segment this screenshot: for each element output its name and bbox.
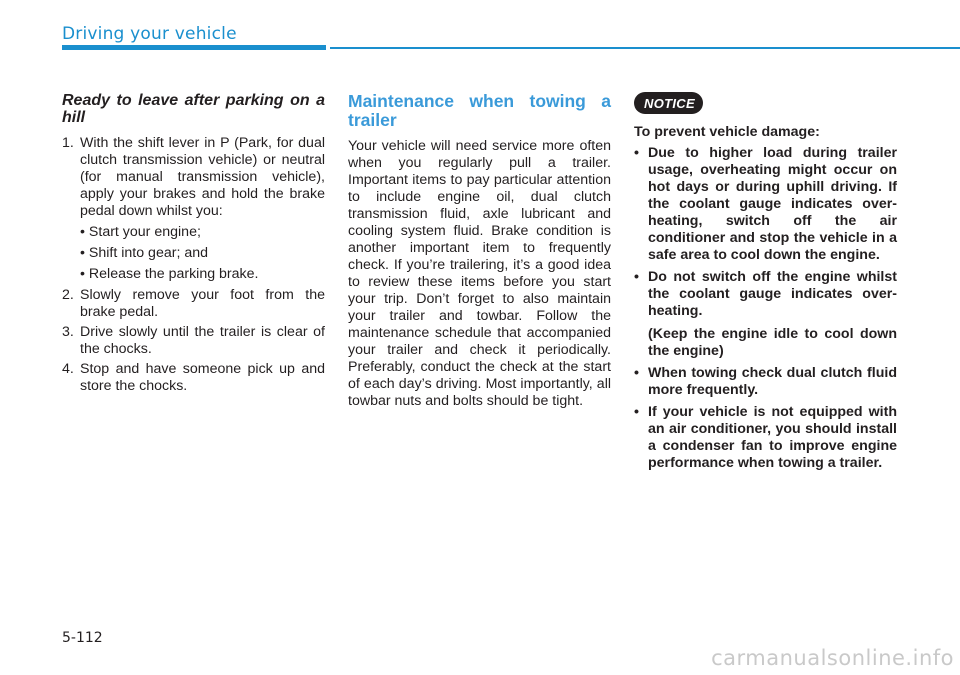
step-text: Drive slowly until the trailer is clear of the chocks. <box>80 324 325 357</box>
middle-column <box>348 92 611 410</box>
step-text: Slowly remove your foot from the brake pedal. <box>80 287 325 320</box>
notice-bullet-text: If your vehicle is not equipped with an air conditioner, you should install a condenser fan to improve engine performance when towing a trailer. <box>648 404 897 471</box>
step-text: Stop and have someone pick up and store the chocks. <box>80 361 325 394</box>
notice-badge: NOTICE <box>634 92 703 114</box>
watermark: carmanualsonline.info <box>711 646 954 670</box>
substep: • Start your engine; <box>80 224 201 240</box>
notice-bullet <box>634 365 897 399</box>
hill-steps <box>62 135 325 395</box>
notice-bullet <box>634 145 897 264</box>
step-1 <box>62 135 325 283</box>
hill-heading: Ready to leave after parking on a hill <box>62 92 325 126</box>
step-number: 4. <box>62 361 74 377</box>
bullet-dot: • <box>634 365 639 381</box>
substep: • Release the parking brake. <box>80 266 259 282</box>
substep: • Shift into gear; and <box>80 245 209 261</box>
step-2 <box>62 287 325 321</box>
maintenance-heading: Maintenance when towing a trailer <box>348 91 611 130</box>
notice-bullet-text: When towing check dual clutch fluid more frequently. <box>648 365 897 398</box>
maintenance-body: Your vehicle will need service more often when you regularly pull a trailer. Important items to pay particular attention to include engine oil, dual clutch transmission fluid, axle lubricant and cooling system fluid. Brake condition is another important item to frequently check. If you’re trailering, it’s a good idea to review these items before you start your trip. Don’t forget to also maintain your trailer and towbar. Follow the maintenance schedule that accompanied your trailer and check it periodically. Preferably, conduct the check at the start of each day’s driving. Most importantly, all towbar nuts and bolts should be tight. <box>348 138 611 409</box>
section-title: Driving your vehicle <box>62 24 237 44</box>
step-number: 2. <box>62 287 74 303</box>
notice-body <box>634 124 897 472</box>
step-text: With the shift lever in P (Park, for dual clutch transmission vehicle) or neutral (for manual transmission vehicle), apply your brakes and hold the brake pedal down whilst you: <box>80 135 325 219</box>
step-3 <box>62 324 325 358</box>
notice-bullet <box>634 269 897 360</box>
header-rule-thin <box>330 47 960 49</box>
bullet-dot: • <box>634 404 639 420</box>
bullet-dot: • <box>634 145 639 161</box>
notice-bullet-text: Do not switch off the engine whilst the coolant gauge indicates over-heating. <box>648 269 897 319</box>
notice-intro: To prevent vehicle damage: <box>634 124 820 140</box>
step-number: 3. <box>62 324 74 340</box>
step-1-substeps <box>80 224 325 283</box>
page-number: 5-112 <box>62 630 103 646</box>
notice-bullet <box>634 404 897 472</box>
notice-bullet-subtext: (Keep the engine idle to cool down the engine) <box>648 326 897 359</box>
notice-bullets <box>634 145 897 472</box>
left-column <box>62 92 325 398</box>
step-4 <box>62 361 325 395</box>
header-rule-thick <box>62 45 326 50</box>
notice-column <box>634 92 897 477</box>
notice-bullet-text: Due to higher load during trailer usage, overheating might occur on hot days or during uphill driving. If the coolant gauge indicates over-heating, switch off the air conditioner and stop the vehicle in a safe area to cool down the engine. <box>648 145 897 263</box>
bullet-dot: • <box>634 269 639 285</box>
step-number: 1. <box>62 135 74 151</box>
